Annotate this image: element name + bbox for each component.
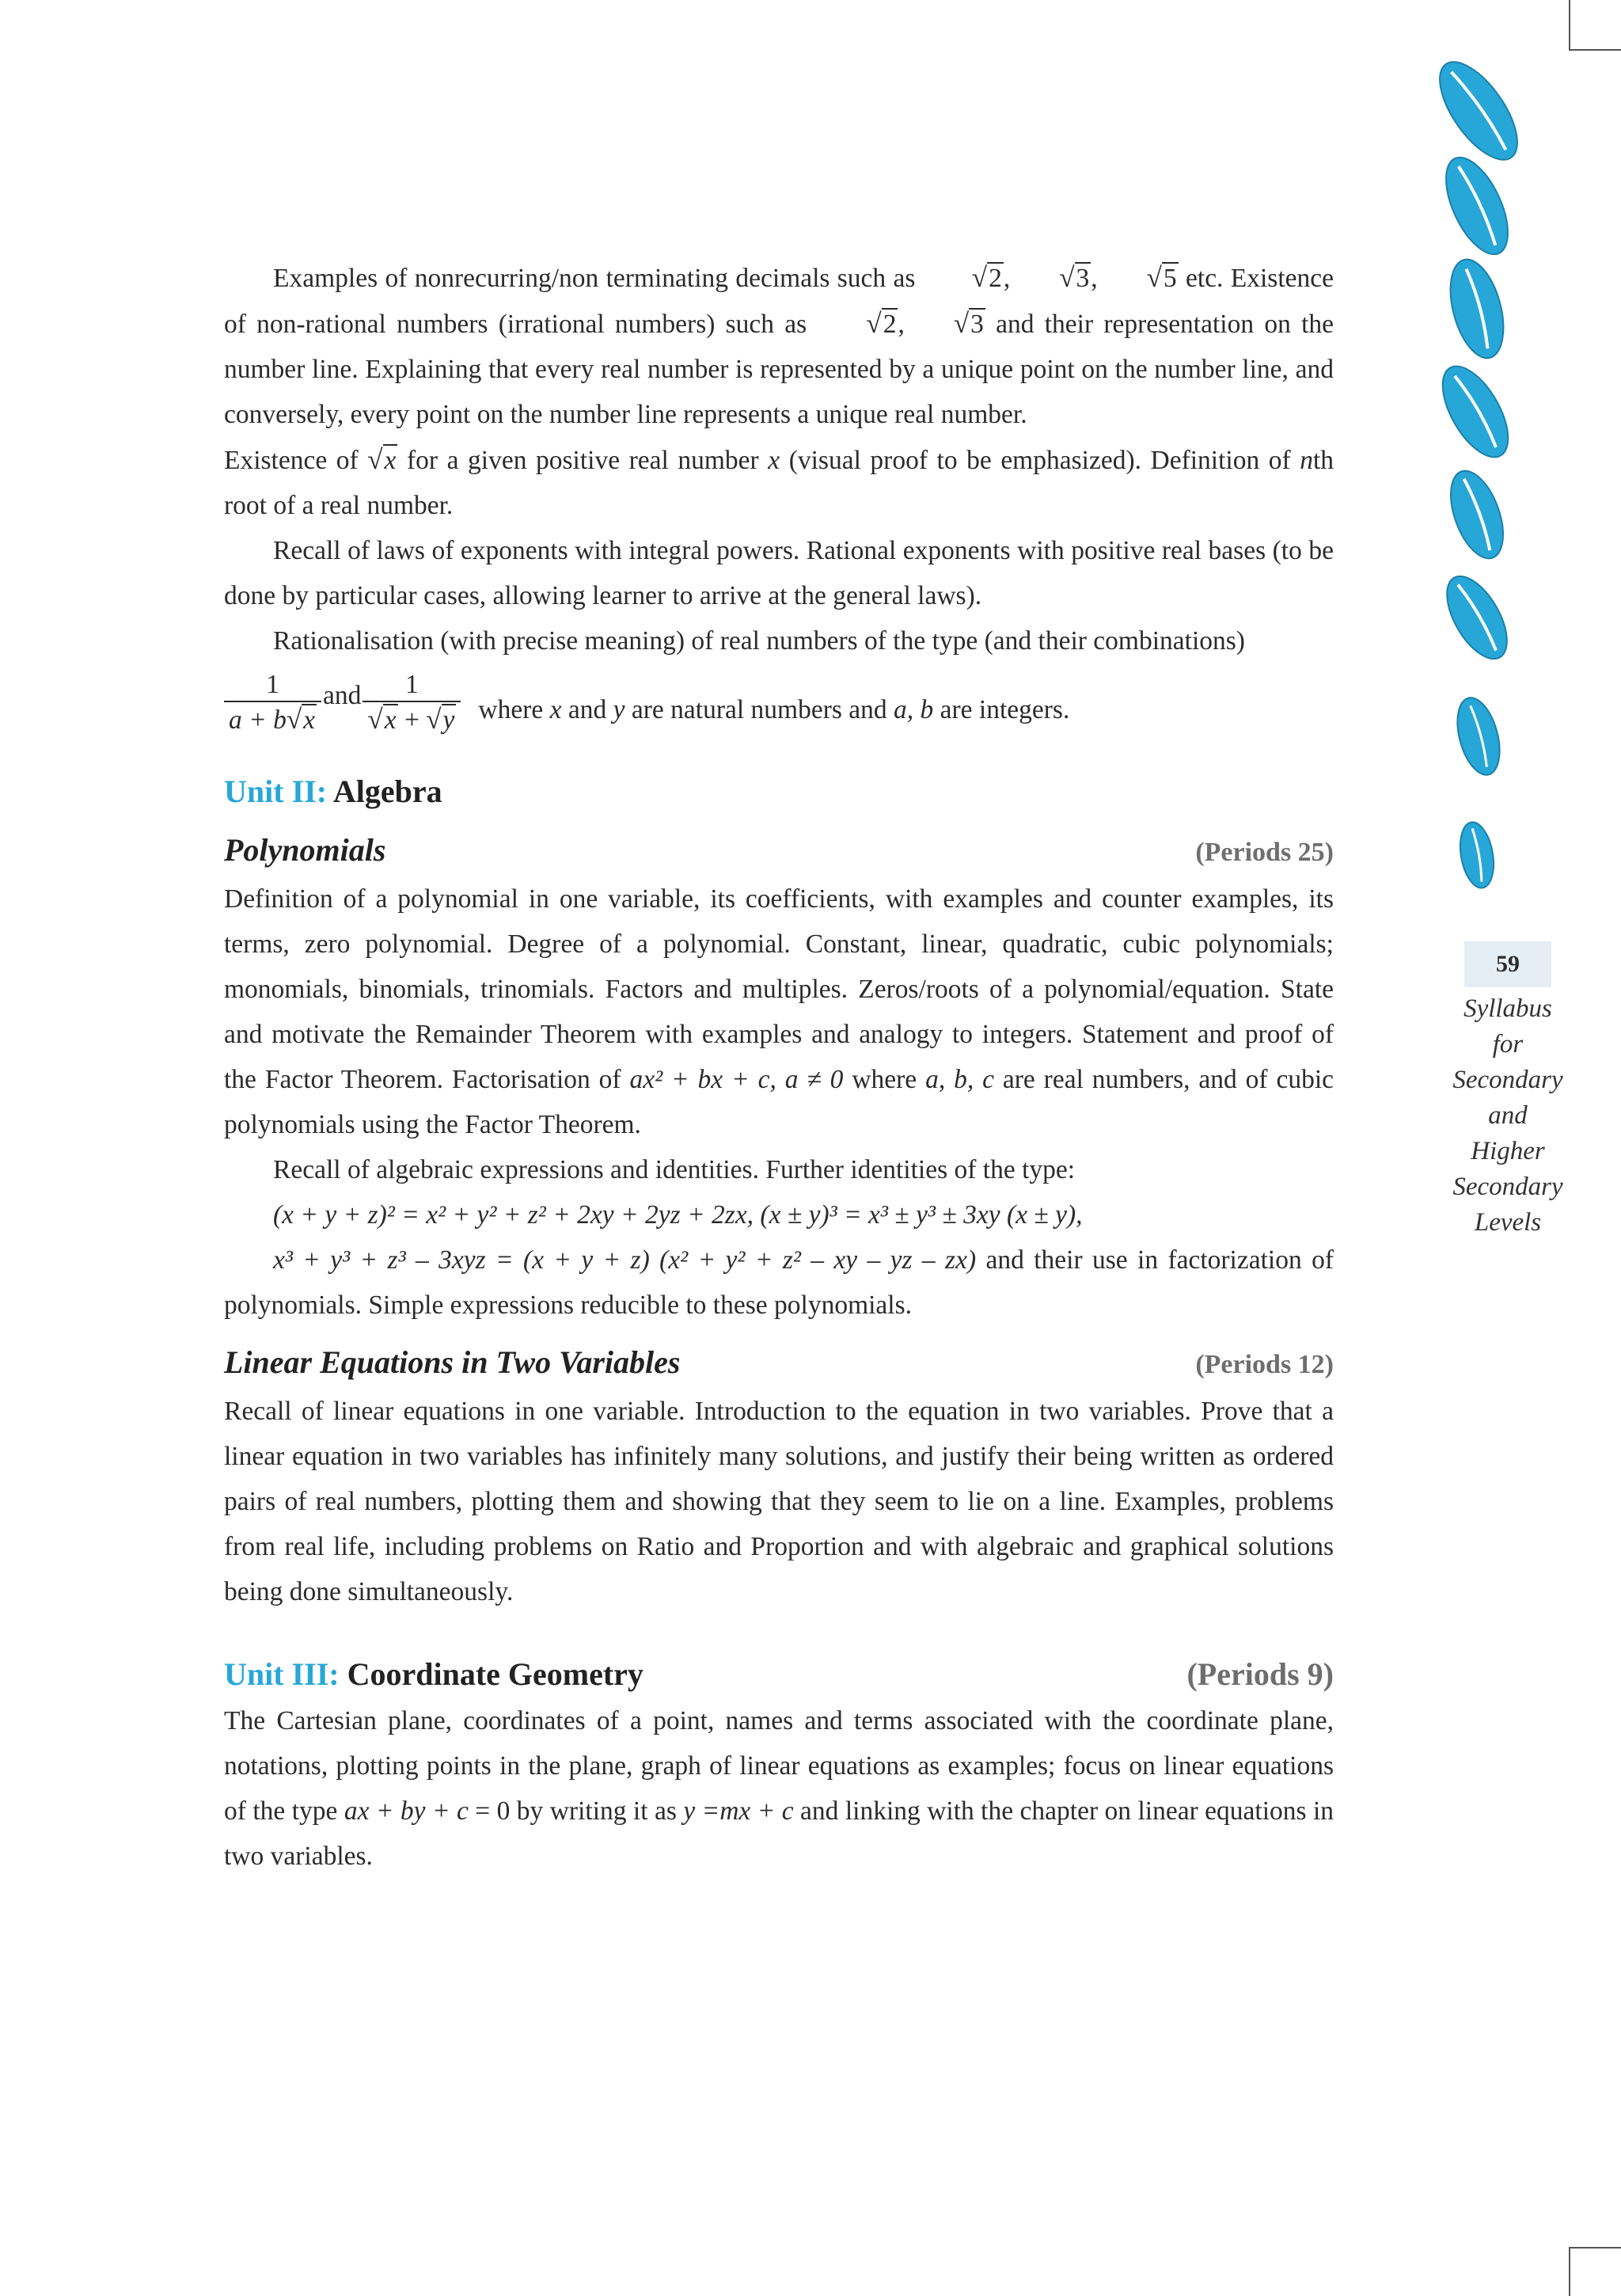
running-title-line: Syllabus (1463, 994, 1552, 1023)
unit-3-heading (224, 1654, 1334, 1695)
unit-3-periods: (Periods 9) (1186, 1656, 1334, 1692)
crop-mark-bottom (1569, 2247, 1621, 2296)
sqrt-three: √3 (953, 308, 984, 339)
unit-3-label: Unit III: (224, 1656, 340, 1692)
paragraph-irrational: Examples of nonrecurring/non terminating decimals such as √2, √3, √5 etc. Existence of non-rational numbers (irrational numbers) such as √2, √3 and their representation on the number line. Explaining that every real number is represented by a unique point on the number line, and conversely, every point on the number line represents a unique real number. (224, 255, 1334, 437)
paragraph-polynomials: Definition of a polynomial in one variable, its coefficients, with examples and counter examples, its terms, zero polynomial. Degree of a polynomial. Constant, linear, quadratic, cubic polynomials; monomials, binomials, trinomials. Factors and multiples. Zeros/roots of a polynomial/equation. State and motivate the Remainder Theorem with examples and analogy to integers. Statement and proof of the Factor Theorem. Factorisation of ax² + bx + c, a ≠ 0 where a, b, c are real numbers, and of cubic polynomials using the Factor Theorem. (224, 884, 1334, 1139)
running-title-line: for (1492, 1030, 1524, 1059)
running-title-line: and (1488, 1101, 1528, 1130)
leaf-icon (1431, 50, 1532, 173)
sqrt-x: √x (367, 444, 397, 475)
identity-two: x³ + y³ + z³ – 3xyz = (x + y + z) (x² + y² + z² – xy – yz – zx) and their use in factorization of polynomials. Simple expressions reducible to these polynomials. (224, 1245, 1334, 1320)
paragraph-identities: Recall of algebraic expressions and identities. Further identities of the type: (273, 1155, 1076, 1184)
paragraph-exponents: Recall of laws of exponents with integral powers. Rational exponents with positive real bases (to be done by particular cases, allowing learner to arrive at the general laws). (224, 536, 1334, 610)
unit-3-title: Coordinate Geometry (347, 1656, 643, 1692)
rationalisation-fractions: $\frac{1}{a + b√x}$ and $\frac{1}{√x + √y}$ where x and y are natural numbers and a, b are integers. (224, 665, 1334, 741)
identity-one: (x + y + z)² = x² + y² + z² + 2xy + 2yz + 2zx, (x ± y)³ = x³ ± y³ ± 3xy (x ± y), (273, 1200, 1083, 1230)
fraction-two: $\frac{1}{√x + √y}$ (363, 669, 461, 738)
fraction-one: $\frac{1}{a + b√x}$ (224, 669, 321, 738)
linear-equations-heading (224, 1342, 1334, 1386)
page-body (224, 255, 1334, 1879)
leaf-icon (1435, 567, 1519, 668)
leaf-icon (1456, 819, 1498, 891)
leaf-decoration (1431, 24, 1574, 918)
running-title-line: Secondary (1452, 1066, 1563, 1094)
unit-2-heading (224, 771, 1334, 812)
page-number: 59 (1464, 941, 1551, 987)
polynomials-title: Polynomials (224, 832, 386, 868)
sqrt-two: √2 (971, 262, 1002, 293)
sqrt-three: √3 (1059, 262, 1090, 293)
paragraph-linear-equations: Recall of linear equations in one variable. Introduction to the equation in two variables. Prove that a linear equation in two variables has infinitely many solutions, and justify their being written as ordered pairs of real numbers, plotting them and showing that they seem to lie on a line. Examples, problems from real life, including problems on Ratio and Proportion and with algebraic and graphical solutions being done simultaneously. (224, 1397, 1334, 1606)
paragraph-rationalisation: Rationalisation (with precise meaning) of real numbers of the type (and their combinations) (273, 626, 1245, 656)
sqrt-two: √2 (866, 308, 897, 339)
paragraph-sqrt-x: Existence of √x for a given positive real number x (visual proof to be emphasized). Definition of nth root of a real number. (224, 437, 1334, 528)
crop-mark-top (1569, 0, 1621, 51)
running-title-line: Higher (1471, 1137, 1545, 1165)
running-title-line: Secondary (1452, 1173, 1563, 1201)
polynomials-heading (224, 830, 1334, 873)
leaf-icon (1441, 253, 1513, 363)
running-title-line: Levels (1474, 1208, 1542, 1237)
unit-2-title: Algebra (332, 774, 442, 809)
unit-2-label: Unit II: (224, 774, 328, 809)
leaf-icon (1433, 149, 1520, 264)
linear-equations-title: Linear Equations in Two Variables (224, 1344, 681, 1380)
sqrt-five: √5 (1146, 262, 1177, 293)
linear-equations-periods: (Periods 12) (1195, 1350, 1334, 1379)
paragraph-coordinate-geometry: The Cartesian plane, coordinates of a point, names and terms associated with the coordinate plane, notations, plotting points in the plane, graph of linear equations as examples; focus on linear equations of the type ax + by + c = 0 by writing it as y =mx + c and linking with the chapter on linear equations in two variables. (224, 1706, 1334, 1871)
polynomials-periods: (Periods 25) (1195, 838, 1334, 867)
leaf-icon (1431, 356, 1521, 468)
leaf-icon (1441, 464, 1513, 565)
running-title (1441, 991, 1575, 1241)
leaf-icon (1450, 693, 1507, 779)
